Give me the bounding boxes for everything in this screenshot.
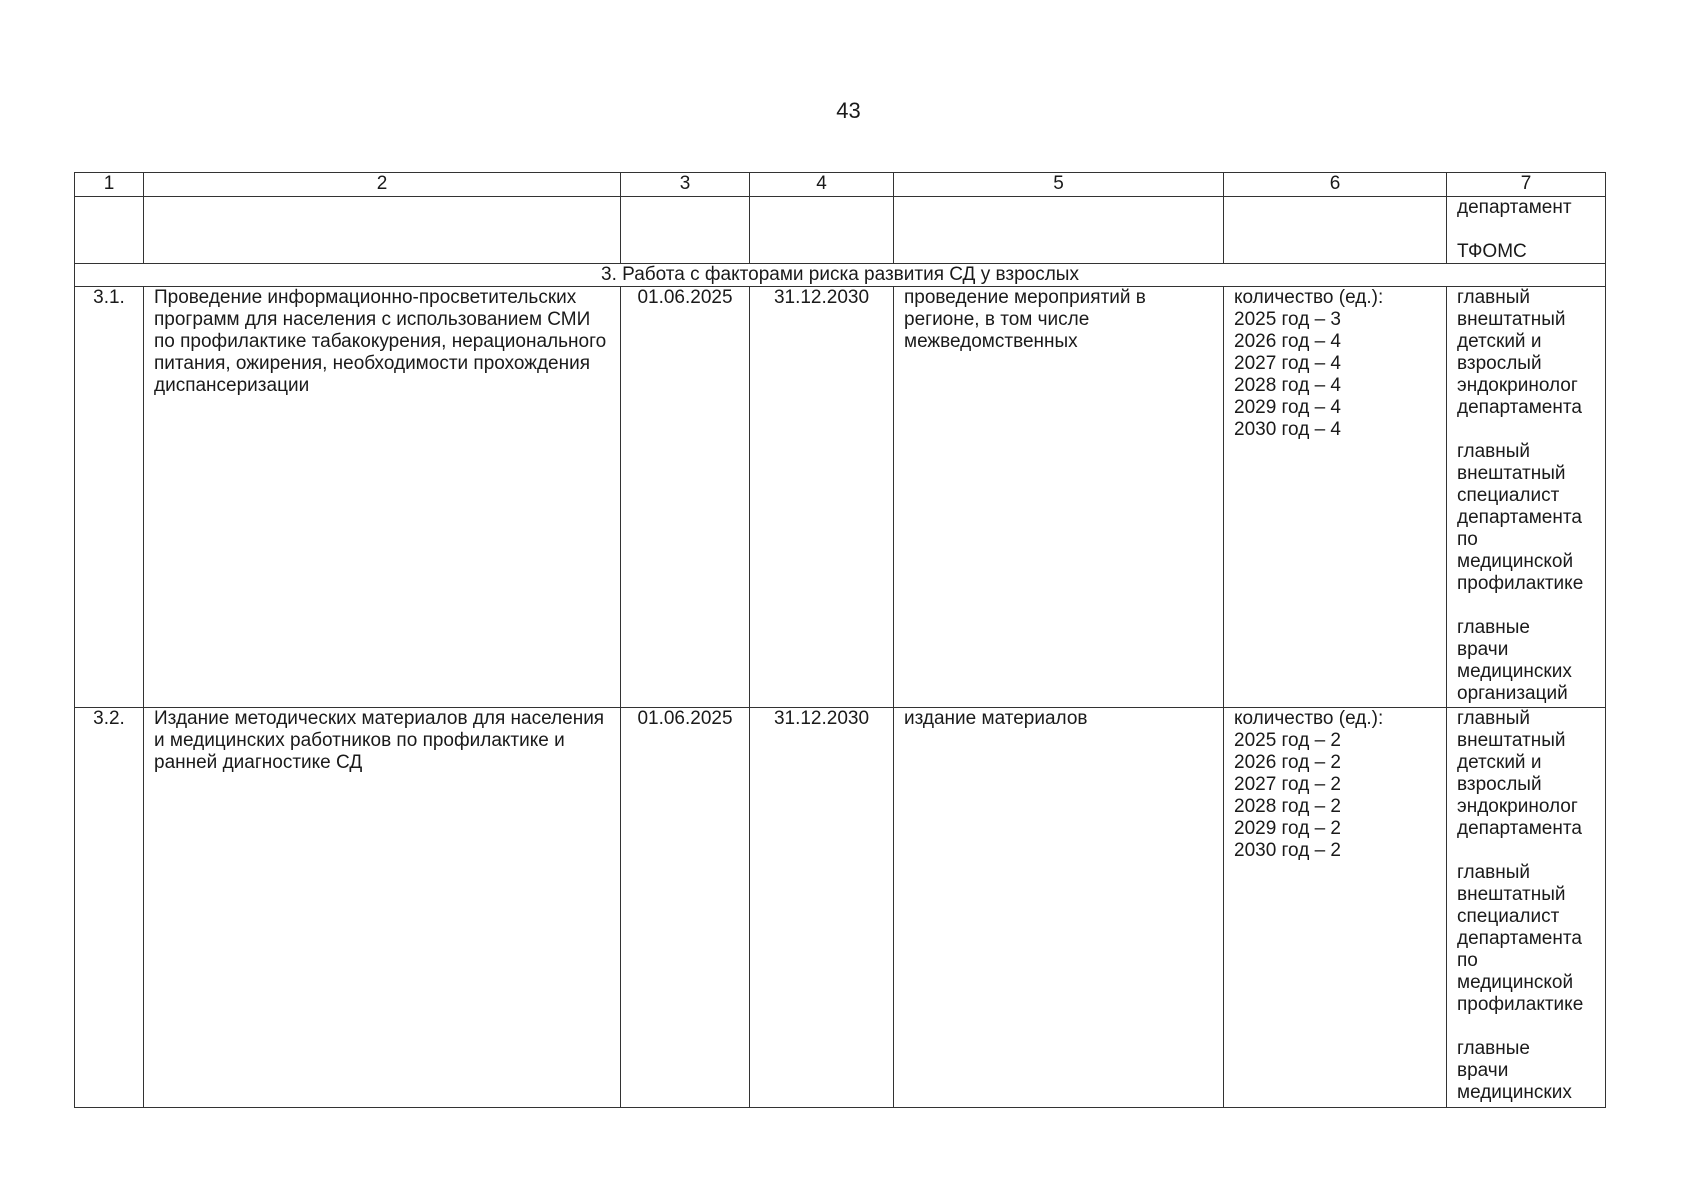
column-header: 2 <box>144 173 621 197</box>
responsible-line: детский и <box>1457 752 1542 773</box>
responsible-line: профилактике <box>1457 994 1584 1015</box>
expected-result: проведение мероприятий в регионе, в том числе межведомственных <box>894 287 1224 708</box>
indicator-line: 2029 год – 2 <box>1234 818 1341 839</box>
responsible-line: специалист <box>1457 906 1560 927</box>
indicator-line: 2030 год – 2 <box>1234 840 1341 861</box>
responsible-line: медицинской <box>1457 972 1574 993</box>
responsible-line: главный <box>1457 441 1531 462</box>
indicator-line: 2026 год – 2 <box>1234 752 1341 773</box>
responsible-cell <box>1447 287 1606 708</box>
column-header: 4 <box>750 173 894 197</box>
responsible-line: врачи <box>1457 1060 1509 1081</box>
end-date: 31.12.2030 <box>750 708 894 1108</box>
responsible-line: по <box>1457 529 1478 550</box>
section-title: 3. Работа с факторами риска развития СД у взрослых <box>75 264 1606 287</box>
responsible-line: главные <box>1457 617 1530 638</box>
table-cell <box>894 197 1224 264</box>
indicator-line: 2028 год – 2 <box>1234 796 1341 817</box>
end-date: 31.12.2030 <box>750 287 894 708</box>
table-row <box>75 708 1606 1108</box>
table-cell <box>1224 197 1447 264</box>
continuation-row <box>75 197 1606 264</box>
responsible-line: специалист <box>1457 485 1560 506</box>
responsible-line: ТФОМС <box>1457 241 1527 262</box>
responsible-cell <box>1447 708 1606 1108</box>
column-header: 5 <box>894 173 1224 197</box>
responsible-line: главные <box>1457 1038 1530 1059</box>
indicator-line: 2026 год – 4 <box>1234 331 1341 352</box>
responsible-line: взрослый <box>1457 774 1542 795</box>
row-number: 3.2. <box>75 708 144 1108</box>
indicator-line: 2027 год – 4 <box>1234 353 1341 374</box>
measures-table <box>74 172 1606 1108</box>
indicator-line: 2028 год – 4 <box>1234 375 1341 396</box>
indicator-line: 2027 год – 2 <box>1234 774 1341 795</box>
indicator-line: количество (ед.): <box>1234 287 1384 308</box>
responsible-line: врачи <box>1457 639 1509 660</box>
table-row <box>75 287 1606 708</box>
row-number: 3.1. <box>75 287 144 708</box>
table-cell <box>750 197 894 264</box>
responsible-line: медицинских <box>1457 1082 1572 1103</box>
responsible-line: главный <box>1457 287 1531 308</box>
responsible-line: внештатный <box>1457 309 1566 330</box>
responsible-line: эндокринолог <box>1457 796 1578 817</box>
responsible-line: главный <box>1457 708 1531 729</box>
table-cell <box>75 197 144 264</box>
column-header: 7 <box>1447 173 1606 197</box>
responsible-line: внештатный <box>1457 463 1566 484</box>
column-header: 3 <box>621 173 750 197</box>
column-header: 1 <box>75 173 144 197</box>
responsible-line: департамент <box>1457 197 1572 218</box>
responsible-line: департамента <box>1457 928 1582 949</box>
indicator-line: 2025 год – 3 <box>1234 309 1341 330</box>
responsible-line: департамента <box>1457 818 1582 839</box>
responsible-line: профилактике <box>1457 573 1584 594</box>
expected-result: издание материалов <box>894 708 1224 1108</box>
column-number-row <box>75 173 1606 197</box>
column-header: 6 <box>1224 173 1447 197</box>
responsible-line: департамента <box>1457 397 1582 418</box>
responsible-line: взрослый <box>1457 353 1542 374</box>
indicator-line: 2030 год – 4 <box>1234 419 1341 440</box>
measure-name: Издание методических материалов для населения и медицинских работников по профилактике и ранней диагностике СД <box>144 708 621 1108</box>
responsible-line: эндокринолог <box>1457 375 1578 396</box>
measure-name: Проведение информационно-просветительских программ для населения с использованием СМИ по профилактике табакокурения, нерационального питания, ожирения, необходимости прохождения диспансеризации <box>144 287 621 708</box>
start-date: 01.06.2025 <box>621 287 750 708</box>
responsible-line: главный <box>1457 862 1531 883</box>
responsible-line: организаций <box>1457 683 1568 704</box>
responsible-cell <box>1447 197 1606 264</box>
responsible-line: внештатный <box>1457 884 1566 905</box>
responsible-line: медицинской <box>1457 551 1574 572</box>
page-number: 43 <box>836 98 861 123</box>
responsible-line: по <box>1457 950 1478 971</box>
indicator-line: 2025 год – 2 <box>1234 730 1341 751</box>
responsible-line: внештатный <box>1457 730 1566 751</box>
table-cell <box>144 197 621 264</box>
responsible-line: медицинских <box>1457 661 1572 682</box>
indicator-cell <box>1224 708 1447 1108</box>
section-row <box>75 264 1606 287</box>
responsible-line: департамента <box>1457 507 1582 528</box>
indicator-line: 2029 год – 4 <box>1234 397 1341 418</box>
indicator-line: количество (ед.): <box>1234 708 1384 729</box>
start-date: 01.06.2025 <box>621 708 750 1108</box>
indicator-cell <box>1224 287 1447 708</box>
responsible-line: детский и <box>1457 331 1542 352</box>
table-cell <box>621 197 750 264</box>
